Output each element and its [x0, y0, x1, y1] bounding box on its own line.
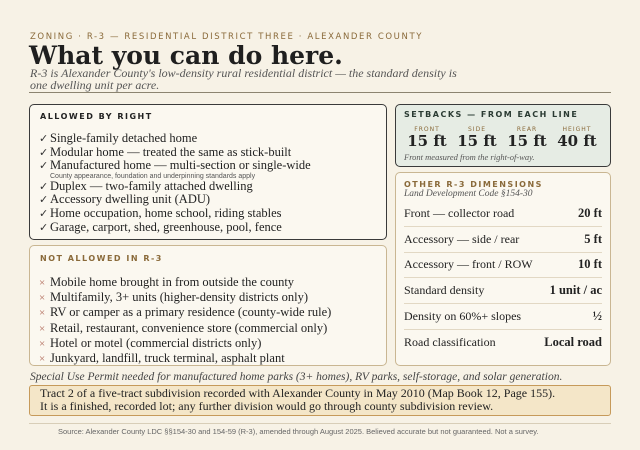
dimension-label: Accessory — side / rear	[404, 231, 520, 246]
allowed-item	[39, 180, 311, 194]
not-allowed-item	[39, 336, 331, 351]
check-icon: ✓	[39, 180, 49, 193]
tract-callout	[29, 385, 611, 416]
dimension-row	[404, 201, 602, 227]
other-dimensions-card	[395, 172, 611, 366]
not-allowed-item-text: RV or camper as a primary residence (county-wide rule)	[50, 305, 332, 320]
dimension-value: ½	[592, 309, 602, 324]
allowed-item	[39, 159, 311, 180]
setback-label: REAR	[516, 126, 538, 133]
setback-front	[402, 126, 452, 150]
not-allowed-item-text: Hotel or motel (commercial districts only)	[50, 335, 262, 350]
allowed-item	[39, 132, 311, 146]
not-allowed-item-text: Mobile home brought in from outside the county	[50, 275, 295, 289]
setback-value: 15 ft	[507, 132, 547, 150]
setback-side	[452, 126, 502, 150]
allowed-by-right-card	[29, 104, 387, 240]
allowed-item-text: Single-family detached home	[50, 131, 198, 145]
check-icon: ✓	[39, 160, 49, 173]
setbacks-card	[395, 104, 611, 167]
page-subtitle: R-3 is Alexander County's low-density rural residential district — the standard density is one dwelling unit per acre.	[30, 66, 457, 92]
not-allowed-item	[39, 351, 331, 366]
allowed-item-note: County appearance, foundation and underpinning standards apply	[50, 172, 256, 180]
dimension-value: 10 ft	[578, 257, 602, 272]
dimension-row	[404, 304, 602, 330]
header-divider	[29, 92, 611, 93]
cross-icon: ×	[39, 277, 46, 289]
allowed-heading: ALLOWED BY RIGHT	[40, 112, 153, 121]
dimension-value: 1 unit / ac	[549, 283, 602, 298]
not-allowed-list	[39, 275, 331, 366]
zoning-eyebrow: ZONING · R-3 — RESIDENTIAL DISTRICT THREE · ALEXANDER COUNTY	[30, 32, 424, 42]
page-title: What you can do here.	[29, 41, 343, 70]
allowed-item-text: Manufactured home — multi-section or single-wide	[50, 158, 311, 173]
dimension-label: Front — collector road	[404, 205, 515, 220]
setback-label: HEIGHT	[562, 126, 592, 133]
dimension-label: Standard density	[404, 283, 485, 298]
dimension-label: Road classification	[404, 335, 496, 350]
allowed-item-text: Home occupation, home school, riding stables	[50, 205, 282, 220]
cross-icon: ×	[39, 292, 46, 305]
check-icon: ✓	[39, 221, 49, 234]
not-allowed-item-text: Junkyard, landfill, truck terminal, asphalt plant	[50, 351, 285, 366]
source-footer: Source: Alexander County LDC §§154-30 and 154-59 (R-3), amended through August 2025. Believed accurate but not guaranteed. Not a survey.	[58, 427, 539, 436]
dimension-value: 5 ft	[584, 231, 602, 246]
dimension-row	[404, 278, 602, 304]
setback-height	[552, 126, 602, 150]
special-use-note: Special Use Permit needed for manufactured home parks (3+ homes), RV parks, self-storage, and solar generation.	[30, 371, 563, 383]
not-allowed-item-text: Retail, restaurant, convenience store (commercial only)	[50, 320, 328, 335]
allowed-item-text: Modular home — treated the same as stick-built	[50, 144, 292, 159]
check-icon: ✓	[39, 146, 49, 159]
allowed-item-text: Garage, carport, shed, greenhouse, pool, fence	[50, 219, 282, 234]
allowed-item-text: Accessory dwelling unit (ADU)	[50, 192, 211, 207]
dimension-row	[404, 227, 602, 253]
allowed-item-text: Duplex — two-family attached dwelling	[50, 178, 253, 193]
tract-line-2: It is a finished, recorded lot; any further division would go through county subdivision review.	[40, 398, 494, 413]
allowed-item	[39, 207, 311, 221]
check-icon: ✓	[39, 207, 49, 220]
not-allowed-card	[29, 245, 387, 366]
dimensions-subheading: Land Development Code §154-30	[404, 189, 533, 199]
cross-icon: ×	[39, 353, 46, 366]
allowed-list	[39, 132, 311, 234]
setback-label: FRONT	[414, 126, 440, 133]
allowed-item	[39, 193, 311, 207]
allowed-item	[39, 146, 311, 160]
not-allowed-item-text: Multifamily, 3+ units (higher-density districts only)	[50, 290, 309, 305]
check-icon: ✓	[39, 133, 49, 145]
setbacks-note: Front measured from the right-of-way.	[404, 152, 535, 162]
dimension-value: 20 ft	[578, 205, 602, 220]
dimensions-heading: OTHER R-3 DIMENSIONS	[404, 180, 543, 189]
setback-value: 15 ft	[407, 132, 447, 150]
dimensions-table	[404, 201, 602, 356]
dimension-row	[404, 330, 602, 356]
dimension-value: Local road	[544, 335, 602, 350]
tract-line-1: Tract 2 of a five-tract subdivision recorded with Alexander County in May 2010 (Map Book 12, Page 155).	[40, 386, 556, 400]
setbacks-heading: SETBACKS — FROM EACH LINE	[404, 110, 579, 119]
not-allowed-item	[39, 305, 331, 320]
allowed-item	[39, 221, 311, 235]
not-allowed-heading: NOT ALLOWED IN R-3	[40, 254, 163, 263]
dimension-label: Density on 60%+ slopes	[404, 309, 522, 324]
not-allowed-item	[39, 275, 331, 290]
setback-value: 15 ft	[457, 132, 497, 150]
cross-icon: ×	[39, 337, 46, 350]
check-icon: ✓	[39, 194, 49, 207]
not-allowed-item	[39, 290, 331, 305]
dimension-row	[404, 253, 602, 279]
footer-divider	[29, 423, 611, 424]
setbacks-grid	[402, 126, 604, 150]
dimension-label: Accessory — front / ROW	[404, 257, 533, 272]
cross-icon: ×	[39, 322, 46, 335]
not-allowed-item	[39, 321, 331, 336]
cross-icon: ×	[39, 307, 46, 320]
setback-rear	[502, 126, 552, 150]
setback-label: SIDE	[468, 126, 486, 133]
setback-value: 40 ft	[557, 132, 597, 150]
